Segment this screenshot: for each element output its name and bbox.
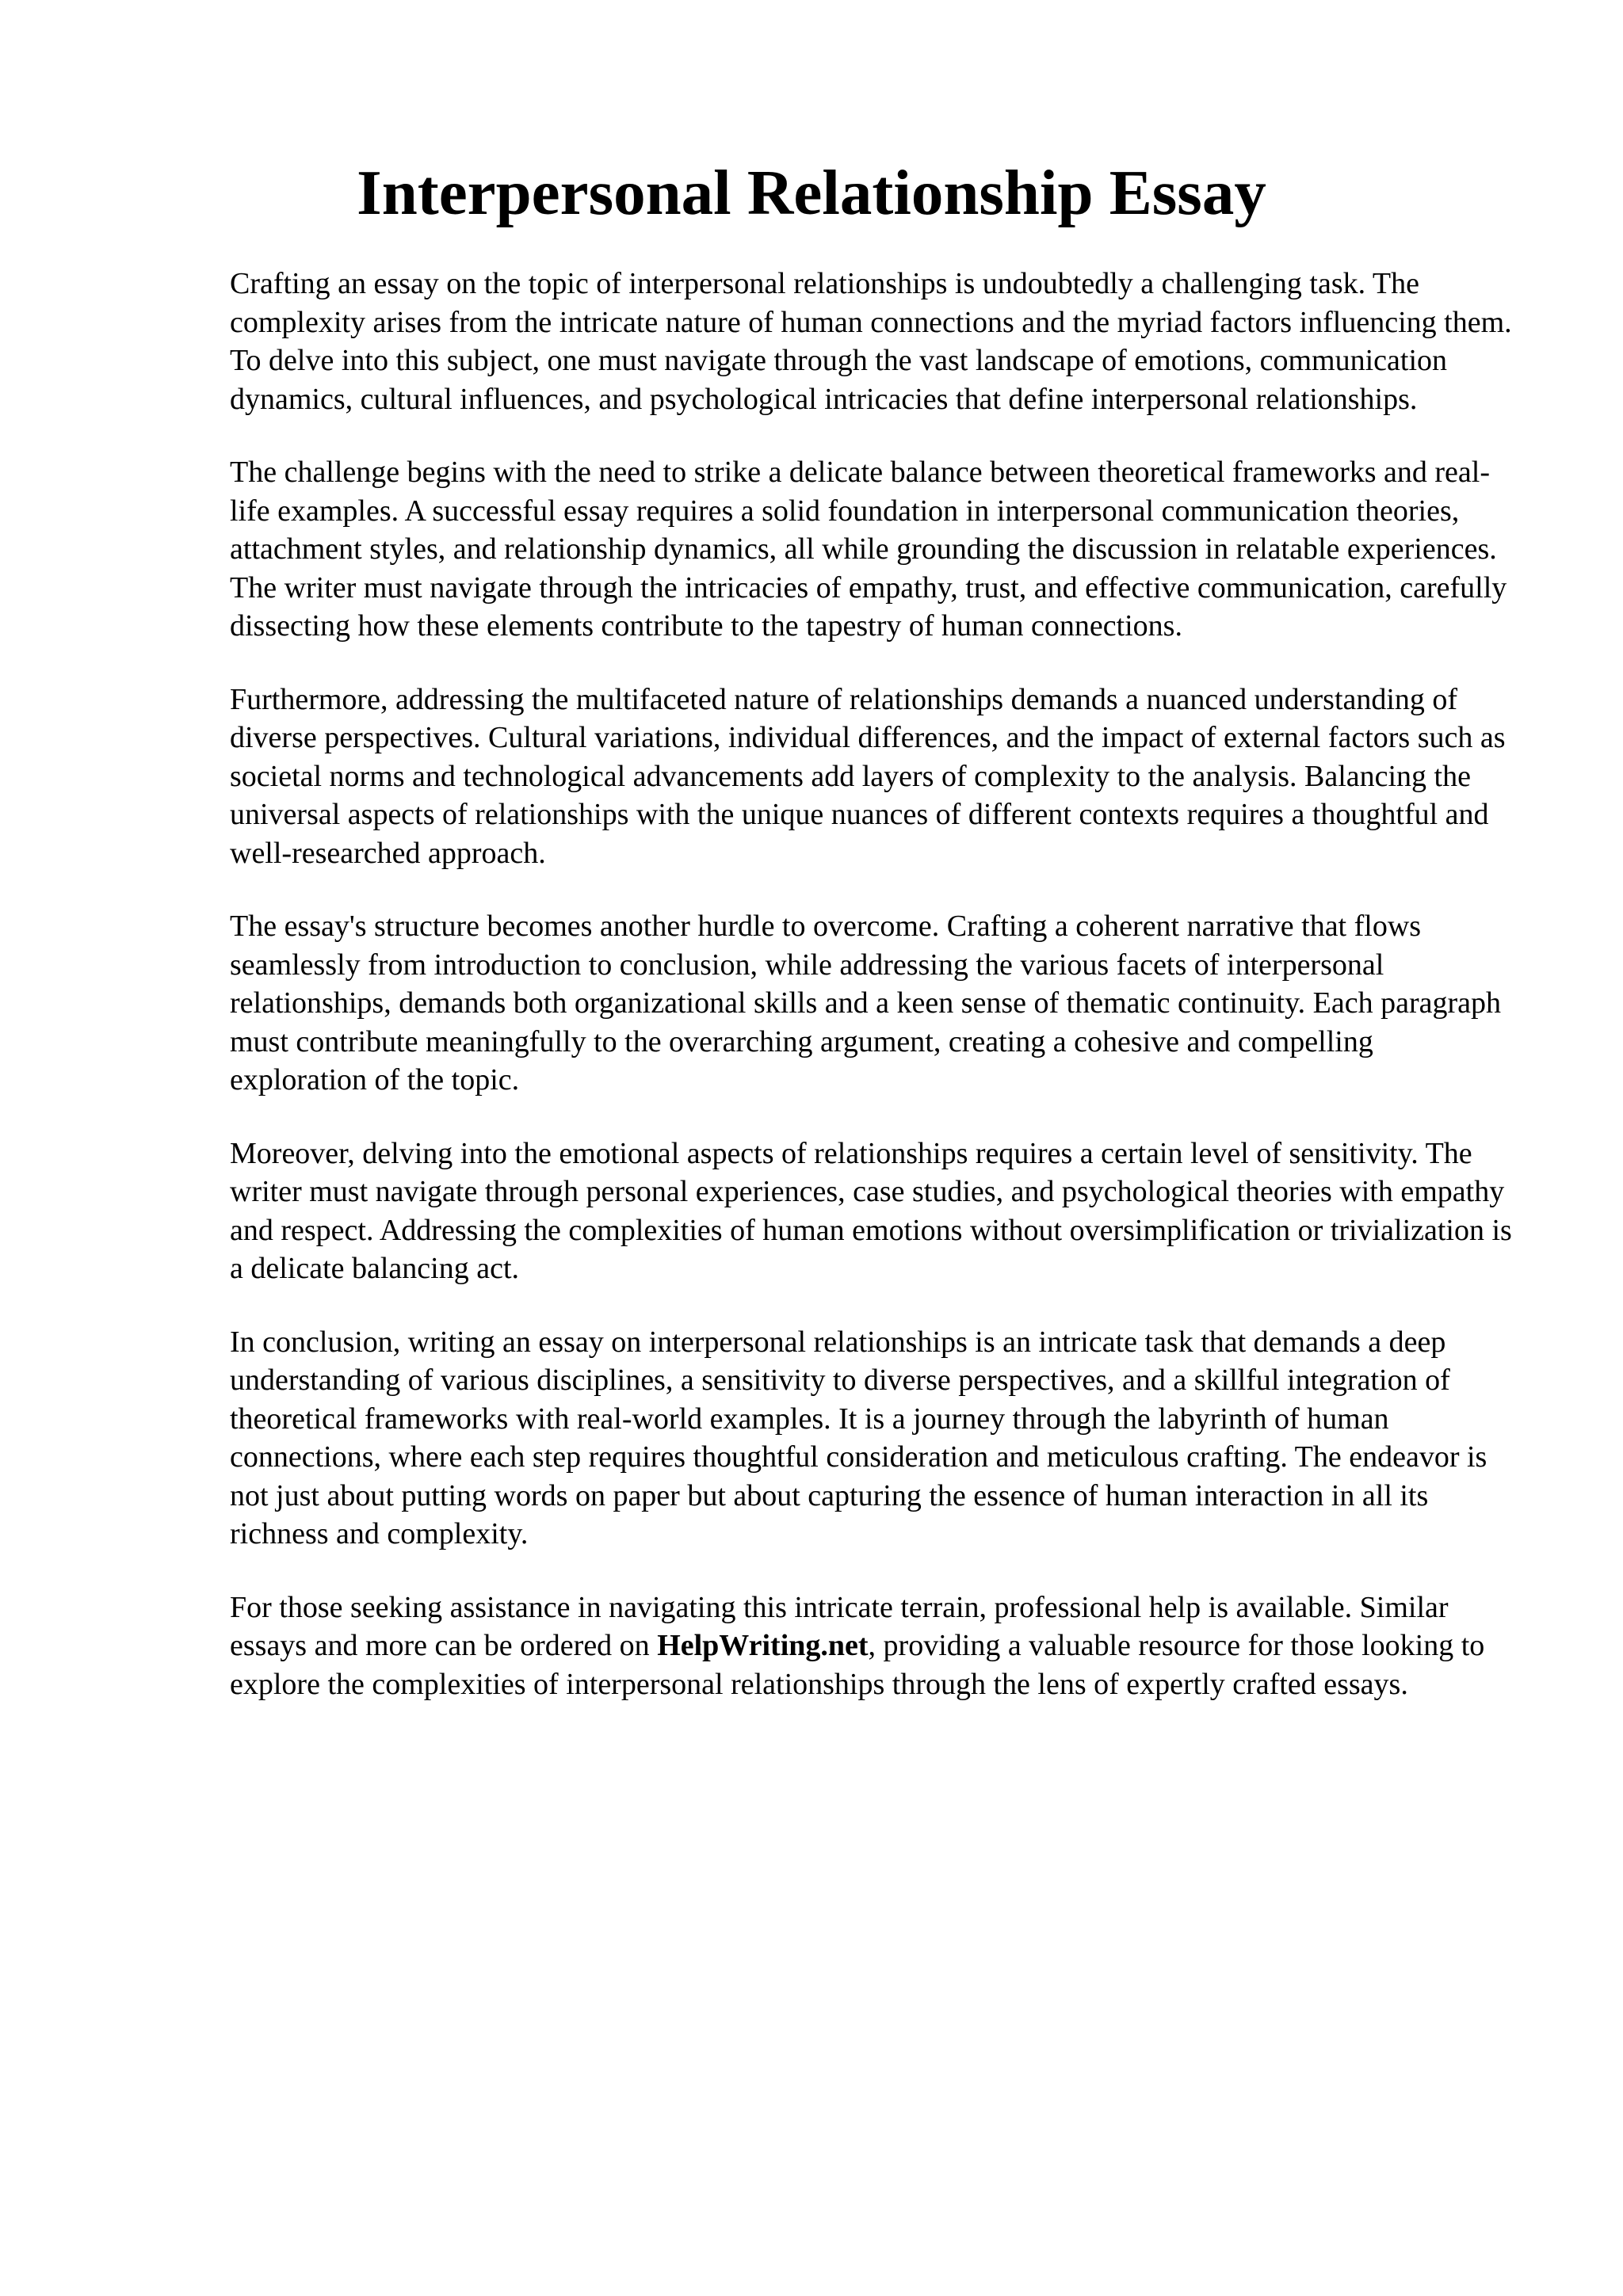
paragraph-6: In conclusion, writing an essay on interpersonal relationships is an intricate task that demands a deep understanding of various disciplines, a sensitivity to diverse perspectives, and a skillful integration of theoretical frameworks with real-world examples. It is a journey through the labyrinth of human connections, where each step requires thoughtful consideration and meticulous crafting. The endeavor is not just about putting words on paper but about capturing the essence of human interaction in all its richness and complexity.	[230, 1325, 1487, 1550]
essay-body	[230, 265, 1514, 1738]
paragraph-2: The challenge begins with the need to strike a delicate balance between theoretical frameworks and real-life examples. A successful essay requires a solid foundation in interpersonal communication theories, attachment styles, and relationship dynamics, all while grounding the discussion in relatable experiences. The writer must navigate through the intricacies of empathy, trust, and effective communication, carefully dissecting how these elements contribute to the tapestry of human connections.	[230, 456, 1507, 643]
brand-name: HelpWriting.net	[657, 1629, 869, 1662]
paragraph-7-text-after: , providing a valuable resource for those looking to explore the complexities of interpersonal relationships through the lens of expertly crafted essays.	[230, 1629, 1485, 1701]
page-title: Interpersonal Relationship Essay	[357, 157, 1266, 228]
paragraph-3: Furthermore, addressing the multifaceted nature of relationships demands a nuanced understanding of diverse perspectives. Cultural variations, individual differences, and the impact of external factors such as societal norms and technological advancements add layers of complexity to the analysis. Balancing the universal aspects of relationships with the unique nuances of different contexts requires a thoughtful and well-researched approach.	[230, 682, 1506, 870]
paragraph-7-text-before: For those seeking assistance in navigating this intricate terrain, professional help is available. Similar essays and more can be ordered on	[230, 1590, 1449, 1662]
paragraph-5: Moreover, delving into the emotional aspects of relationships requires a certain level of sensitivity. The writer must navigate through personal experiences, case studies, and psychological theories with empathy and respect. Addressing the complexities of human emotions without oversimplification or trivialization is a delicate balancing act.	[230, 1136, 1512, 1285]
paragraph-4: The essay's structure becomes another hurdle to overcome. Crafting a coherent narrative that flows seamlessly from introduction to conclusion, while addressing the various facets of interpersonal relationships, demands both organizational skills and a keen sense of thematic continuity. Each paragraph must contribute meaningfully to the overarching argument, creating a cohesive and compelling exploration of the topic.	[230, 910, 1501, 1097]
paragraph-7	[230, 1589, 1514, 1704]
paragraph-1: Crafting an essay on the topic of interpersonal relationships is undoubtedly a challenging task. The complexity arises from the intricate nature of human connections and the myriad factors influencing them. To delve into this subject, one must navigate through the vast landscape of emotions, communication dynamics, cultural influences, and psychological intricacies that define interpersonal relationships.	[230, 267, 1512, 416]
